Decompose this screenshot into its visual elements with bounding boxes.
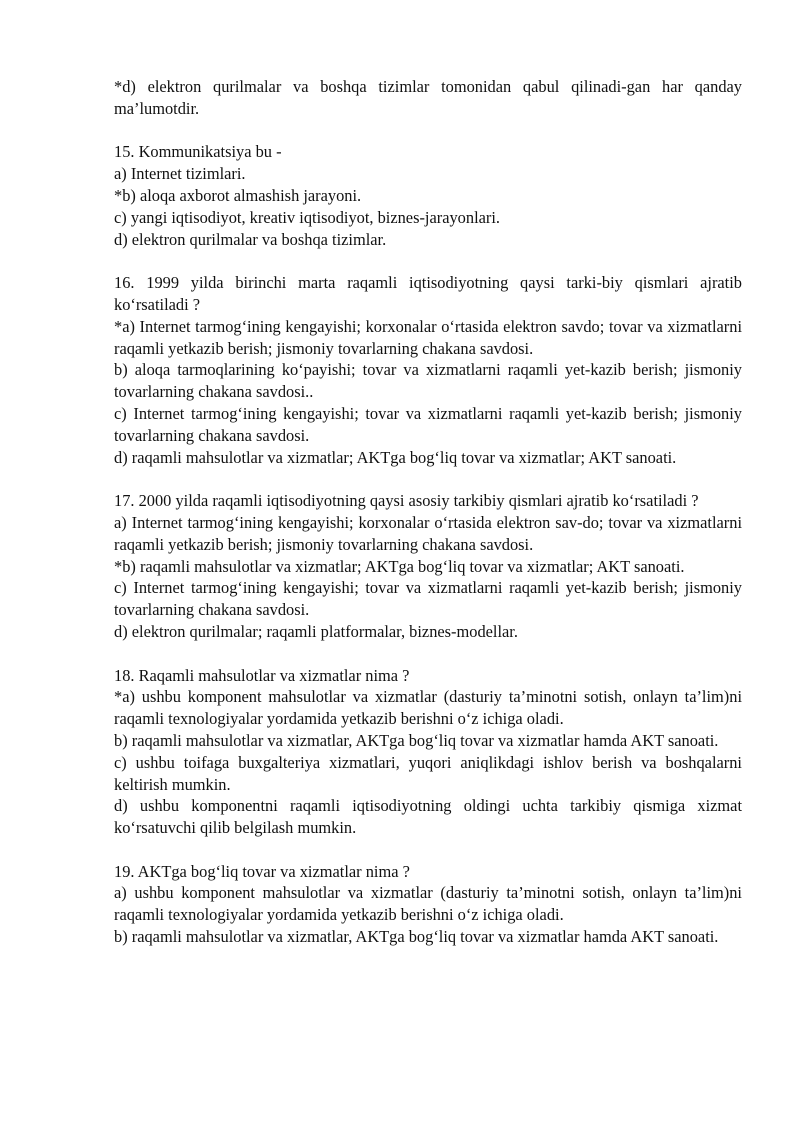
answer-option-d: d) raqamli mahsulotlar va xizmatlar; AKTga bog‘liq tovar va xizmatlar; AKT sanoati.	[114, 447, 677, 467]
answer-option-d: d) elektron qurilmalar va boshqa tizimlar.	[114, 229, 387, 249]
question-text: 18. Raqamli mahsulotlar va xizmatlar nima ?	[114, 665, 410, 685]
answer-option-c: c) Internet tarmog‘ining kengayishi; tovar va xizmatlarni raqamli yet-kazib berish; jismoniy tovarlarning chakana savdosi.	[114, 578, 742, 620]
question-text: 17. 2000 yilda raqamli iqtisodiyotning qaysi asosiy tarkibiy qismlari ajratib ko‘rsatiladi ?	[114, 491, 699, 511]
answer-option-c: c) yangi iqtisodiyot, kreativ iqtisodiyot, biznes-jarayonlari.	[114, 207, 501, 227]
answer-option-c: c) ushbu toifaga buxgalteriya xizmatlari, yuqori aniqlikdagi ishlov berish va boshqalarni keltirish mumkin.	[114, 752, 742, 794]
document-page	[114, 76, 742, 970]
question-17	[114, 490, 742, 643]
answer-option-a: *a) ushbu komponent mahsulotlar va xizmatlar (dasturiy ta’minotni sotish, onlayn ta’lim)ni raqamli texnologiyalar yordamida yetkazib berishni o‘z ichiga oladi.	[114, 687, 742, 729]
answer-option-c: c) Internet tarmog‘ining kengayishi; tovar va xizmatlarni raqamli yet-kazib berish; jismoniy tovarlarning chakana savdosi.	[114, 403, 742, 445]
question-text: 19. AKTga bog‘liq tovar va xizmatlar nima ?	[114, 861, 410, 881]
answer-option-b: *b) raqamli mahsulotlar va xizmatlar; AKTga bog‘liq tovar va xizmatlar; AKT sanoati.	[114, 556, 685, 576]
answer-option-d: *d) elektron qurilmalar va boshqa tizimlar tomonidan qabul qilinadi-gan har qanday ma’lumotdir.	[114, 77, 742, 118]
question-14-tail	[114, 76, 742, 120]
answer-option-b: *b) aloqa axborot almashish jarayoni.	[114, 185, 362, 205]
answer-option-a: a) ushbu komponent mahsulotlar va xizmatlar (dasturiy ta’minotni sotish, onlayn ta’lim)ni raqamli texnologiyalar yordamida yetkazib berishni o‘z ichiga oladi.	[114, 883, 742, 925]
question-15	[114, 141, 742, 250]
question-text: 16. 1999 yilda birinchi marta raqamli iqtisodiyotning qaysi tarki-biy qismlari ajratib ko‘rsatiladi ?	[114, 273, 742, 314]
answer-option-a: a) Internet tarmog‘ining kengayishi; korxonalar o‘rtasida elektron sav-do; tovar va xizmatlarni raqamli yetkazib berish; jismoniy tovarlarning chakana savdosi.	[114, 512, 742, 554]
question-16	[114, 272, 742, 468]
question-text: 15. Kommunikatsiya bu -	[114, 142, 282, 162]
answer-option-b: b) raqamli mahsulotlar va xizmatlar, AKTga bog‘liq tovar va xizmatlar hamda AKT sanoati.	[114, 730, 719, 750]
answer-option-d: d) ushbu komponentni raqamli iqtisodiyotning oldingi uchta tarkibiy qismiga xizmat ko‘rsatuvchi qilib belgilash mumkin.	[114, 796, 742, 838]
answer-option-b: b) aloqa tarmoqlarining ko‘payishi; tovar va xizmatlarni raqamli yet-kazib berish; jismoniy tovarlarning chakana savdosi..	[114, 360, 742, 402]
answer-option-a: a) Internet tizimlari.	[114, 164, 246, 184]
question-18	[114, 665, 742, 839]
question-19	[114, 861, 742, 948]
answer-option-b: b) raqamli mahsulotlar va xizmatlar, AKTga bog‘liq tovar va xizmatlar hamda AKT sanoati.	[114, 927, 719, 947]
answer-option-d: d) elektron qurilmalar; raqamli platformalar, biznes-modellar.	[114, 621, 518, 641]
answer-option-a: *a) Internet tarmog‘ining kengayishi; korxonalar o‘rtasida elektron savdo; tovar va xizmatlarni raqamli yetkazib berish; jismoniy tovarlarning chakana savdosi.	[114, 316, 742, 358]
